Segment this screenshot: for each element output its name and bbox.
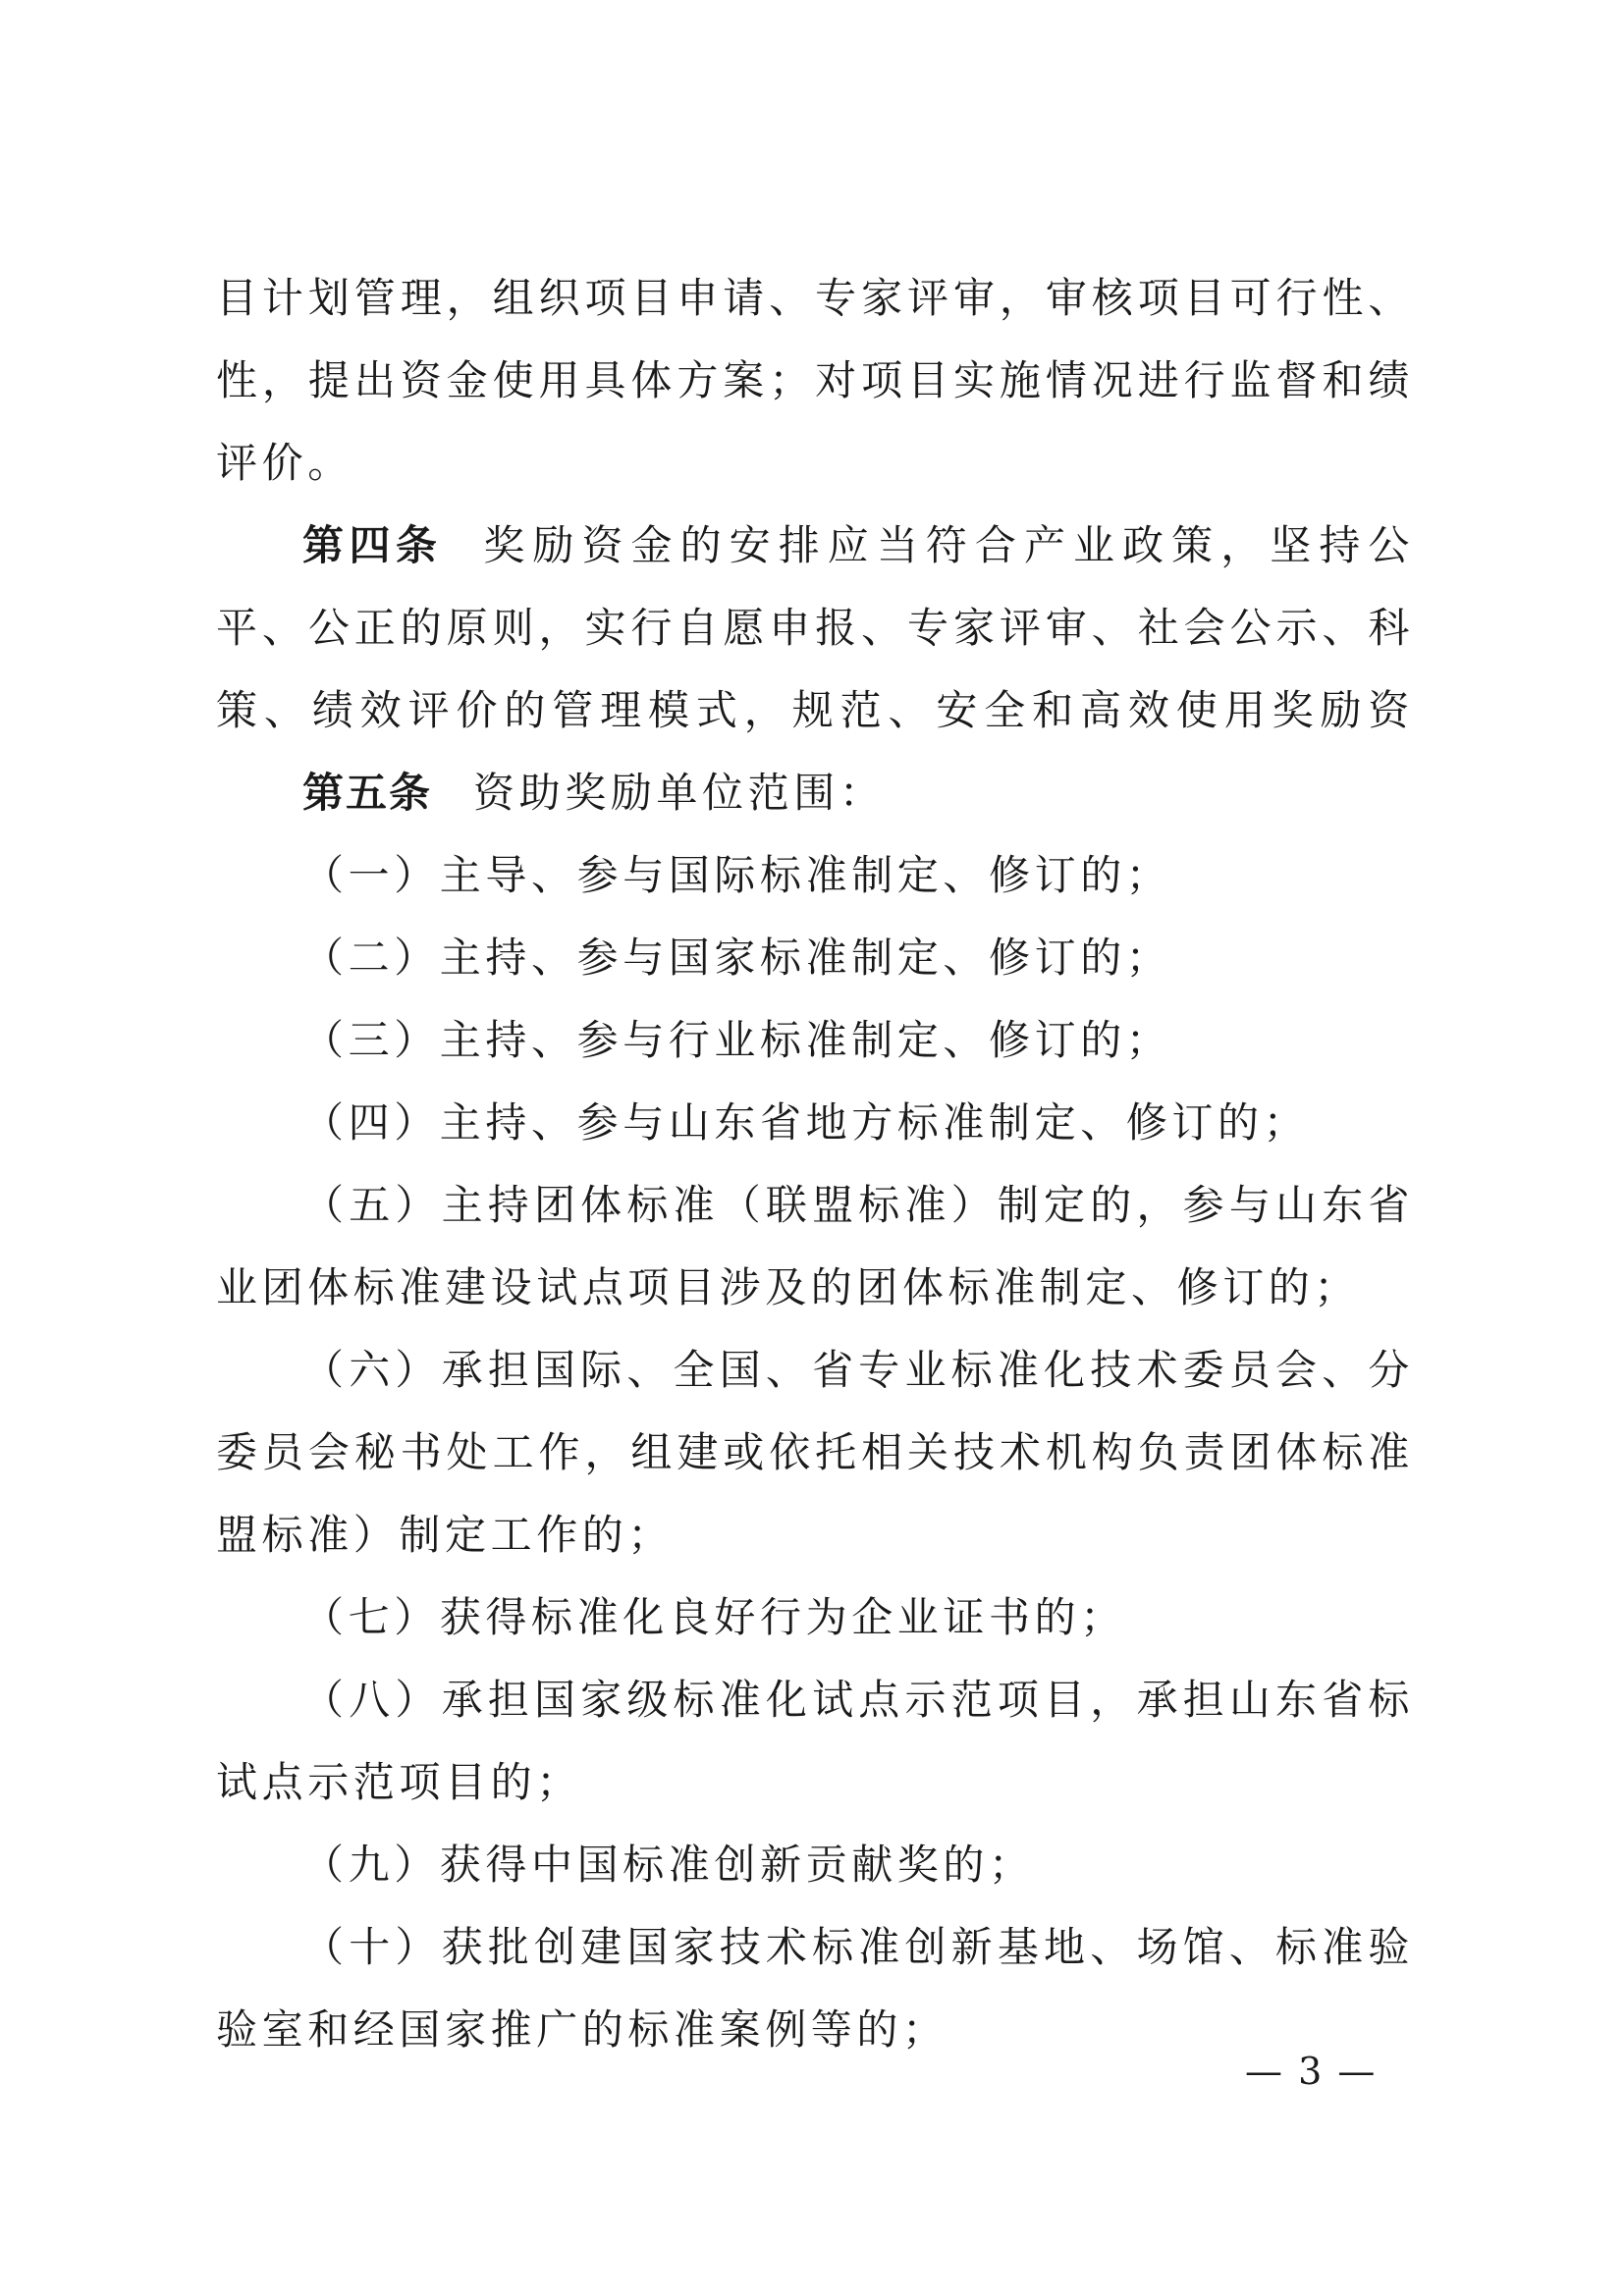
text-line (216, 340, 1414, 422)
text-line (216, 587, 1414, 669)
line-text: 策、绩效评价的管理模式，规范、安全和高效使用奖励资 (216, 686, 1414, 734)
line-text: （四）主持、参与山东省地方标准制定、修订的； (302, 1098, 1310, 1147)
line-text: （八）承担国家级标准化试点示范项目，承担山东省标 (302, 1676, 1414, 1724)
body-text (216, 257, 1414, 2071)
text-line (216, 1906, 1414, 1989)
line-text: （九）获得中国标准创新贡献奖的； (302, 1841, 1035, 1889)
line-text: （三）主持、参与行业标准制定、修订的； (302, 1016, 1172, 1064)
text-line (216, 1659, 1414, 1741)
line-text: （六）承担国际、全国、省专业标准化技术委员会、分 (302, 1346, 1414, 1394)
line-text: 业团体标准建设试点项目涉及的团体标准制定、修订的； (216, 1263, 1361, 1311)
text-line (216, 917, 1414, 999)
text-line (216, 1247, 1414, 1329)
text-line (216, 1989, 1414, 2071)
text-line (216, 1164, 1414, 1247)
line-text: 试点示范项目的； (216, 1758, 582, 1806)
line-text: 资助奖励单位范围： (473, 769, 886, 817)
text-line (216, 1329, 1414, 1412)
line-text: 奖励资金的安排应当符合产业政策，坚持公 (483, 521, 1414, 569)
line-text: 委员会秘书处工作，组建或依托相关技术机构负责团体标准 (216, 1428, 1414, 1476)
line-text: 验室和经国家推广的标准案例等的； (216, 2005, 948, 2054)
text-line (216, 1082, 1414, 1164)
text-line (216, 1412, 1414, 1494)
line-text: 性，提出资金使用具体方案；对项目实施情况进行监督和绩 (216, 356, 1414, 404)
text-line (216, 1576, 1414, 1659)
line-text: （十）获批创建国家技术标准创新基地、场馆、标准验 (302, 1923, 1414, 1971)
text-line (216, 834, 1414, 917)
line-text: 目计划管理，组织项目申请、专家评审，审核项目可行性、 (216, 274, 1414, 322)
line-text: （五）主持团体标准（联盟标准）制定的，参与山东省 (302, 1181, 1414, 1229)
article-line (216, 505, 1414, 587)
article-heading: 第五条 (302, 769, 433, 817)
page-number: — 3 — (1245, 2050, 1378, 2093)
line-text: （七）获得标准化良好行为企业证书的； (302, 1593, 1126, 1641)
text-line (216, 1824, 1414, 1906)
line-text: 平、公正的原则，实行自愿申报、专家评审、社会公示、科 (216, 604, 1414, 652)
text-line (216, 669, 1414, 752)
text-line (216, 1494, 1414, 1576)
text-line (216, 422, 1414, 505)
line-text: （二）主持、参与国家标准制定、修订的； (302, 934, 1172, 982)
line-text: （一）主导、参与国际标准制定、修订的； (302, 851, 1172, 899)
article-line (216, 752, 1414, 834)
article-heading: 第四条 (302, 521, 443, 569)
text-line (216, 999, 1414, 1082)
line-text: 盟标准）制定工作的； (216, 1511, 675, 1559)
text-line (216, 257, 1414, 340)
line-text: 评价。 (216, 439, 353, 487)
text-line (216, 1741, 1414, 1824)
